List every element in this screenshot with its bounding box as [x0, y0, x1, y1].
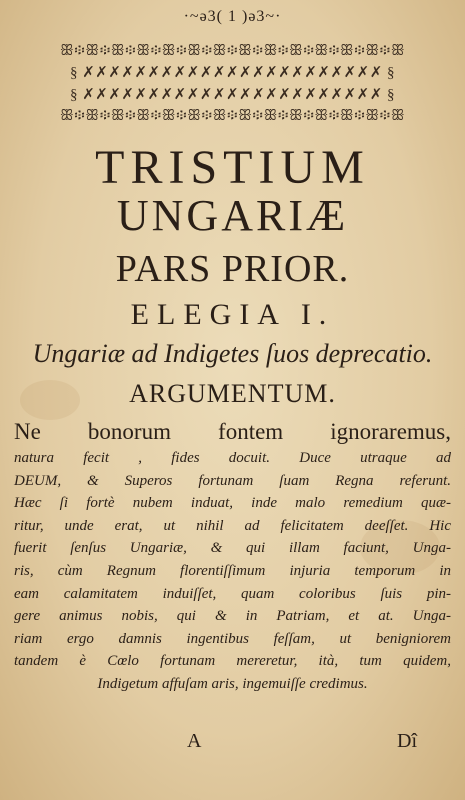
- text-line: Ne bonorum fontem ignoraremus,: [14, 419, 451, 444]
- argument-text: [14, 418, 451, 696]
- title-elegia: ELEGIA I.: [130, 298, 335, 331]
- text-line: tandem è Cœlo fortunam mereretur, ità, tum quidem,: [14, 653, 451, 670]
- catchword: Dî: [397, 730, 417, 752]
- text-line: DEUM, & Superos fortunam ſuam Regna referunt.: [14, 472, 451, 489]
- text-line: natura fecit , fides docuit. Duce utraque ad: [14, 450, 451, 466]
- argument-heading: ARGUMENTUM.: [129, 379, 336, 408]
- title-pars-prior: PARS PRIOR.: [115, 248, 350, 290]
- subtitle: Ungariæ ad Indigetes ſuos deprecatio.: [32, 339, 433, 368]
- ornament-border-middle: § ✗✗✗✗✗✗✗✗✗✗✗✗✗✗✗✗✗✗✗✗✗✗✗ §: [69, 65, 396, 81]
- text-line: gere animus nobis, qui & in Patriam, et at. Unga-: [14, 608, 451, 625]
- text-line: ris, cùm Regnum florentiſſimum injuria temporum in: [14, 562, 451, 579]
- title-tristium: TRISTIUM: [95, 141, 370, 194]
- text-line: riam ergo damnis ingentibus feſſam, ut benigniorem: [14, 630, 451, 647]
- text-line: eam calamitatem induiſſet, quam coloribus ſuis pin-: [14, 585, 451, 602]
- ornament-border-top: ꕥ፨ꕥ፨ꕥ፨ꕥ፨ꕥ፨ꕥ፨ꕥ፨ꕥ፨ꕥ፨ꕥ፨ꕥ፨ꕥ፨ꕥ፨ꕥ: [59, 43, 406, 59]
- ornament-border-middle: § ✗✗✗✗✗✗✗✗✗✗✗✗✗✗✗✗✗✗✗✗✗✗✗ §: [69, 87, 396, 103]
- text-line: Hæc ſi fortè nubem induat, inde malo remedium quæ-: [14, 495, 451, 512]
- title-ungariae: UNGARIÆ: [116, 191, 349, 240]
- text-line: fuerit ſenſus Ungariæ, & qui illam faciunt, Unga-: [14, 540, 451, 557]
- page-number: ·~ǝ3( 1 )ǝ3~·: [183, 8, 282, 25]
- text-line: Indigetum affuſam aris, ingemuiſſe credimus.: [97, 675, 368, 692]
- signature-mark: A: [187, 730, 202, 752]
- ornament-border-bottom: ꕥ፨ꕥ፨ꕥ፨ꕥ፨ꕥ፨ꕥ፨ꕥ፨ꕥ፨ꕥ፨ꕥ፨ꕥ፨ꕥ፨ꕥ፨ꕥ: [59, 108, 406, 124]
- text-line: ritur, unde erat, ut nihil ad felicitatem deeſſet. Hic: [14, 517, 451, 534]
